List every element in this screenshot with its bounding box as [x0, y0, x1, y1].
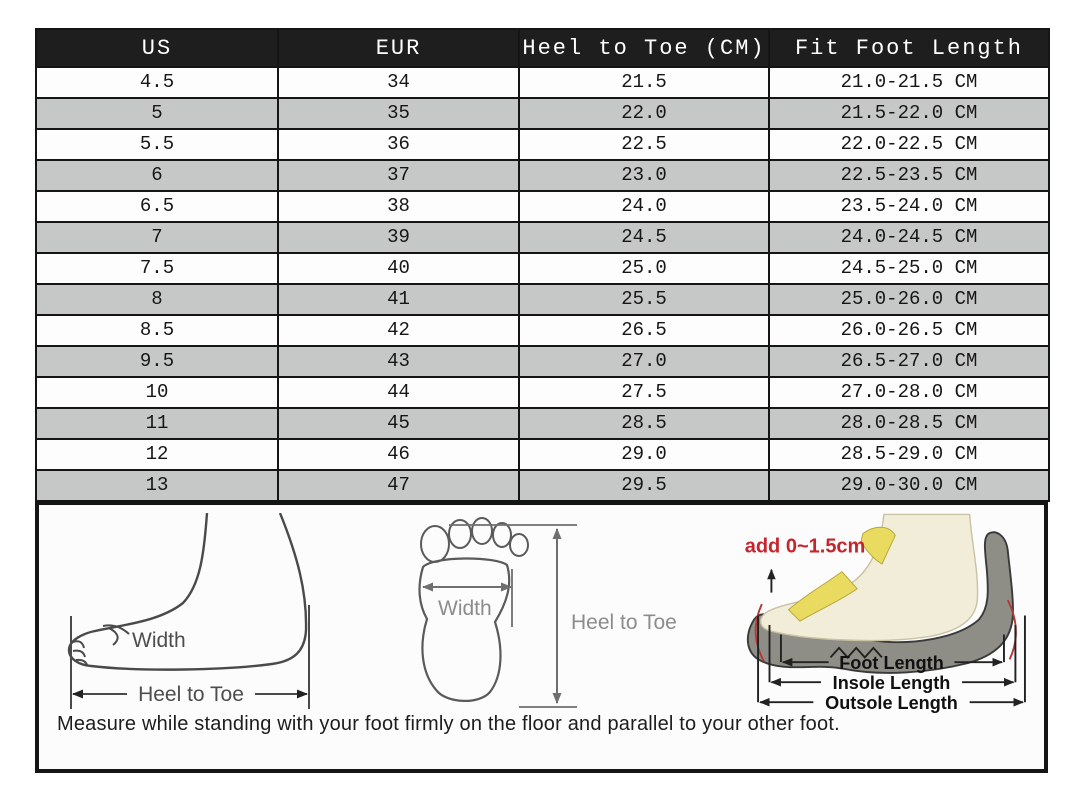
table-row — [36, 191, 1049, 222]
header-heel-to-toe: Heel to Toe (CM) — [519, 29, 769, 67]
table-cell-eur: 36 — [278, 129, 519, 160]
table-row — [36, 222, 1049, 253]
table-cell-heel-to-toe: 29.5 — [519, 470, 769, 501]
table-cell-fit-foot-length: 26.0-26.5 CM — [769, 315, 1049, 346]
table-row — [36, 346, 1049, 377]
table-row — [36, 470, 1049, 501]
table-cell-fit-foot-length: 28.5-29.0 CM — [769, 439, 1049, 470]
size-chart-table — [35, 28, 1050, 502]
table-cell-eur: 38 — [278, 191, 519, 222]
table-cell-eur: 46 — [278, 439, 519, 470]
side-foot-length-label: Heel to Toe — [138, 683, 244, 706]
table-cell-fit-foot-length: 21.0-21.5 CM — [769, 67, 1049, 98]
header-fit-foot-length: Fit Foot Length — [769, 29, 1049, 67]
table-cell-eur: 47 — [278, 470, 519, 501]
table-cell-eur: 37 — [278, 160, 519, 191]
footprint-outline — [420, 558, 510, 700]
table-row — [36, 98, 1049, 129]
measuring-note: Measure while standing with your foot firmly on the floor and parallel to your other foot. — [57, 713, 840, 735]
shoe-section-diagram — [739, 509, 1044, 721]
table-cell-heel-to-toe: 26.5 — [519, 315, 769, 346]
table-cell-fit-foot-length: 24.5-25.0 CM — [769, 253, 1049, 284]
table-cell-heel-to-toe: 28.5 — [519, 408, 769, 439]
outsole-length-label: Outsole Length — [825, 692, 958, 713]
header-row — [36, 29, 1049, 67]
insole-length-label: Insole Length — [832, 672, 951, 693]
table-cell-fit-foot-length: 24.0-24.5 CM — [769, 222, 1049, 253]
table-cell-us: 9.5 — [36, 346, 278, 377]
table-cell-heel-to-toe: 21.5 — [519, 67, 769, 98]
footprint-diagram — [391, 507, 721, 719]
table-cell-eur: 40 — [278, 253, 519, 284]
table-cell-fit-foot-length: 22.5-23.5 CM — [769, 160, 1049, 191]
table-cell-eur: 42 — [278, 315, 519, 346]
footprint-length-label: Heel to Toe — [571, 611, 677, 634]
table-cell-heel-to-toe: 22.0 — [519, 98, 769, 129]
table-cell-fit-foot-length: 27.0-28.0 CM — [769, 377, 1049, 408]
table-cell-heel-to-toe: 23.0 — [519, 160, 769, 191]
foot-side-outline — [69, 513, 306, 670]
table-cell-us: 6 — [36, 160, 278, 191]
table-cell-fit-foot-length: 23.5-24.0 CM — [769, 191, 1049, 222]
table-row — [36, 129, 1049, 160]
table-cell-us: 4.5 — [36, 67, 278, 98]
table-cell-eur: 41 — [278, 284, 519, 315]
table-cell-heel-to-toe: 27.5 — [519, 377, 769, 408]
measuring-instructions-panel — [35, 501, 1048, 773]
table-cell-us: 5.5 — [36, 129, 278, 160]
table-row — [36, 377, 1049, 408]
allowance-label: add 0~1.5cm — [744, 535, 866, 558]
table-cell-eur: 43 — [278, 346, 519, 377]
table-cell-fit-foot-length: 26.5-27.0 CM — [769, 346, 1049, 377]
table-cell-us: 13 — [36, 470, 278, 501]
table-row — [36, 67, 1049, 98]
table-cell-us: 8.5 — [36, 315, 278, 346]
table-cell-eur: 44 — [278, 377, 519, 408]
table-cell-fit-foot-length: 25.0-26.0 CM — [769, 284, 1049, 315]
table-cell-us: 5 — [36, 98, 278, 129]
table-row — [36, 439, 1049, 470]
table-cell-us: 6.5 — [36, 191, 278, 222]
table-cell-us: 11 — [36, 408, 278, 439]
side-foot-width-label: Width — [132, 629, 186, 652]
table-row — [36, 284, 1049, 315]
header-eur: EUR — [278, 29, 519, 67]
table-cell-us: 12 — [36, 439, 278, 470]
table-cell-heel-to-toe: 24.5 — [519, 222, 769, 253]
table-row — [36, 160, 1049, 191]
table-cell-heel-to-toe: 25.5 — [519, 284, 769, 315]
table-cell-us: 8 — [36, 284, 278, 315]
table-cell-fit-foot-length: 21.5-22.0 CM — [769, 98, 1049, 129]
table-row — [36, 315, 1049, 346]
table-cell-fit-foot-length: 29.0-30.0 CM — [769, 470, 1049, 501]
table-body — [36, 67, 1049, 501]
table-cell-eur: 45 — [278, 408, 519, 439]
table-row — [36, 408, 1049, 439]
table-row — [36, 253, 1049, 284]
table-cell-heel-to-toe: 24.0 — [519, 191, 769, 222]
table-cell-us: 7.5 — [36, 253, 278, 284]
table-cell-heel-to-toe: 29.0 — [519, 439, 769, 470]
table-cell-heel-to-toe: 27.0 — [519, 346, 769, 377]
table-header — [36, 29, 1049, 67]
table-cell-eur: 34 — [278, 67, 519, 98]
table-cell-eur: 35 — [278, 98, 519, 129]
footprint-width-label: Width — [438, 597, 492, 620]
toe-lines — [73, 628, 118, 665]
header-us: US — [36, 29, 278, 67]
side-foot-diagram — [47, 513, 359, 713]
foot-length-label: Foot Length — [839, 652, 944, 673]
table-cell-eur: 39 — [278, 222, 519, 253]
table-cell-heel-to-toe: 22.5 — [519, 129, 769, 160]
table-cell-fit-foot-length: 22.0-22.5 CM — [769, 129, 1049, 160]
table-cell-us: 7 — [36, 222, 278, 253]
table-cell-fit-foot-length: 28.0-28.5 CM — [769, 408, 1049, 439]
table-cell-us: 10 — [36, 377, 278, 408]
table-cell-heel-to-toe: 25.0 — [519, 253, 769, 284]
